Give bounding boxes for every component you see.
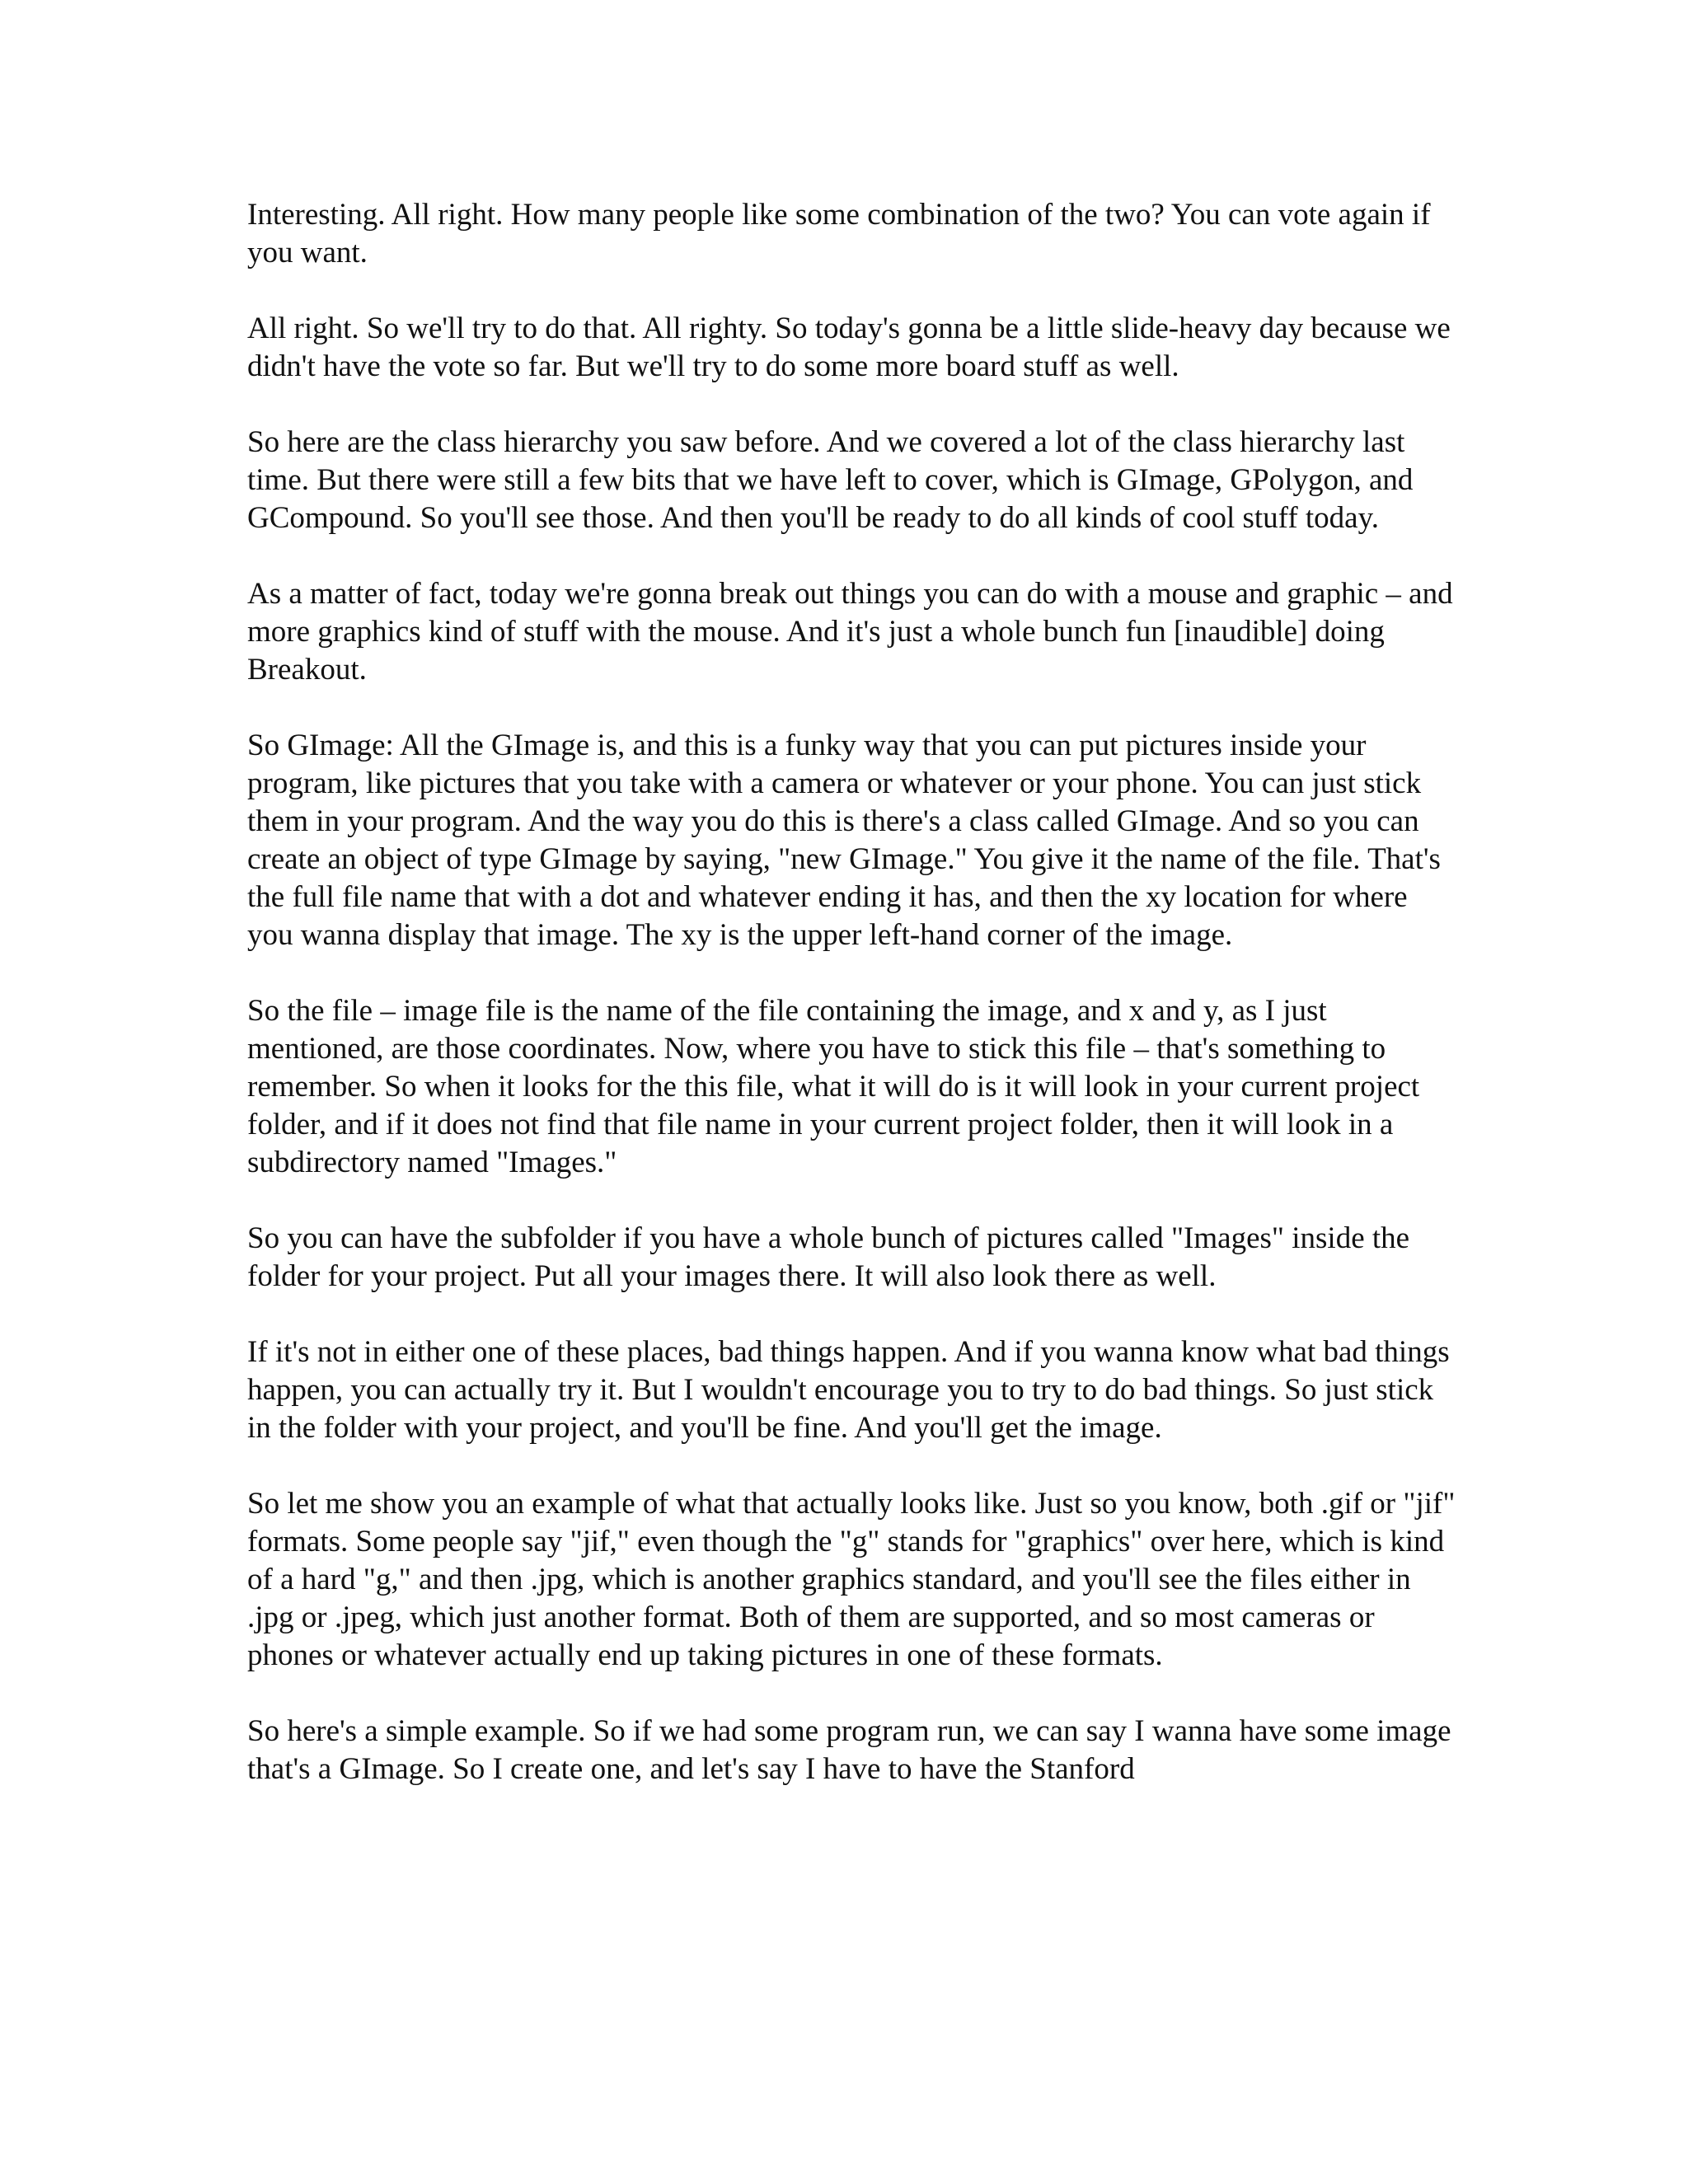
paragraph: So you can have the subfolder if you have a whole bunch of pictures called "Images" inside the folder for your project. Put all your images there. It will also look there as well. bbox=[247, 1221, 1410, 1293]
paragraph: So let me show you an example of what that actually looks like. Just so you know, both .gif or "jif" formats. Some people say "jif," even though the "g" stands for "graphics" over here, which is kind of a hard "g," and then .jpg, which is another graphics standard, and you'll see the files either in .jpg or .jpeg, which just another format. Both of them are supported, and so most cameras or phones or whatever actually end up taking pictures in one of these formats. bbox=[247, 1487, 1456, 1672]
paragraph: As a matter of fact, today we're gonna break out things you can do with a mouse and graphic – and more graphics kind of stuff with the mouse. And it's just a whole bunch fun [inaudible] doing Breakout. bbox=[247, 577, 1453, 687]
paragraph: So the file – image file is the name of the file containing the image, and x and y, as I just mentioned, are those coordinates. Now, where you have to stick this file – that's something to remember. So when it looks for the this file, what it will do is it will look in your current project folder, and if it does not find that file name in your current project folder, then it will look in a subdirectory named "Images." bbox=[247, 994, 1420, 1179]
paragraph: So here are the class hierarchy you saw before. And we covered a lot of the class hierarchy last time. But there were still a few bits that we have left to cover, which is GImage, GPolygon, and GCompound. So you'll see those. And then you'll be ready to do all kinds of cool stuff today. bbox=[247, 425, 1414, 535]
document-page bbox=[247, 196, 1457, 1788]
paragraph: If it's not in either one of these places, bad things happen. And if you wanna know what bad things happen, you can actually try it. But I wouldn't encourage you to try to do bad things. So just stick in the folder with your project, and you'll be fine. And you'll get the image. bbox=[247, 1335, 1450, 1445]
paragraph: Interesting. All right. How many people like some combination of the two? You can vote again if you want. bbox=[247, 198, 1431, 269]
paragraph: All right. So we'll try to do that. All righty. So today's gonna be a little slide-heavy day because we didn't have the vote so far. But we'll try to do some more board stuff as well. bbox=[247, 312, 1451, 383]
paragraph: So GImage: All the GImage is, and this is a funky way that you can put pictures inside your program, like pictures that you take with a camera or whatever or your phone. You can just stick them in your program. And the way you do this is there's a class called GImage. And so you can create an object of type GImage by saying, "new GImage." You give it the name of the file. That's the full file name that with a dot and whatever ending it has, and then the xy location for where you wanna display that image. The xy is the upper left-hand corner of the image. bbox=[247, 729, 1441, 952]
paragraph: So here's a simple example. So if we had some program run, we can say I wanna have some image that's a GImage. So I create one, and let's say I have to have the Stanford bbox=[247, 1714, 1451, 1786]
